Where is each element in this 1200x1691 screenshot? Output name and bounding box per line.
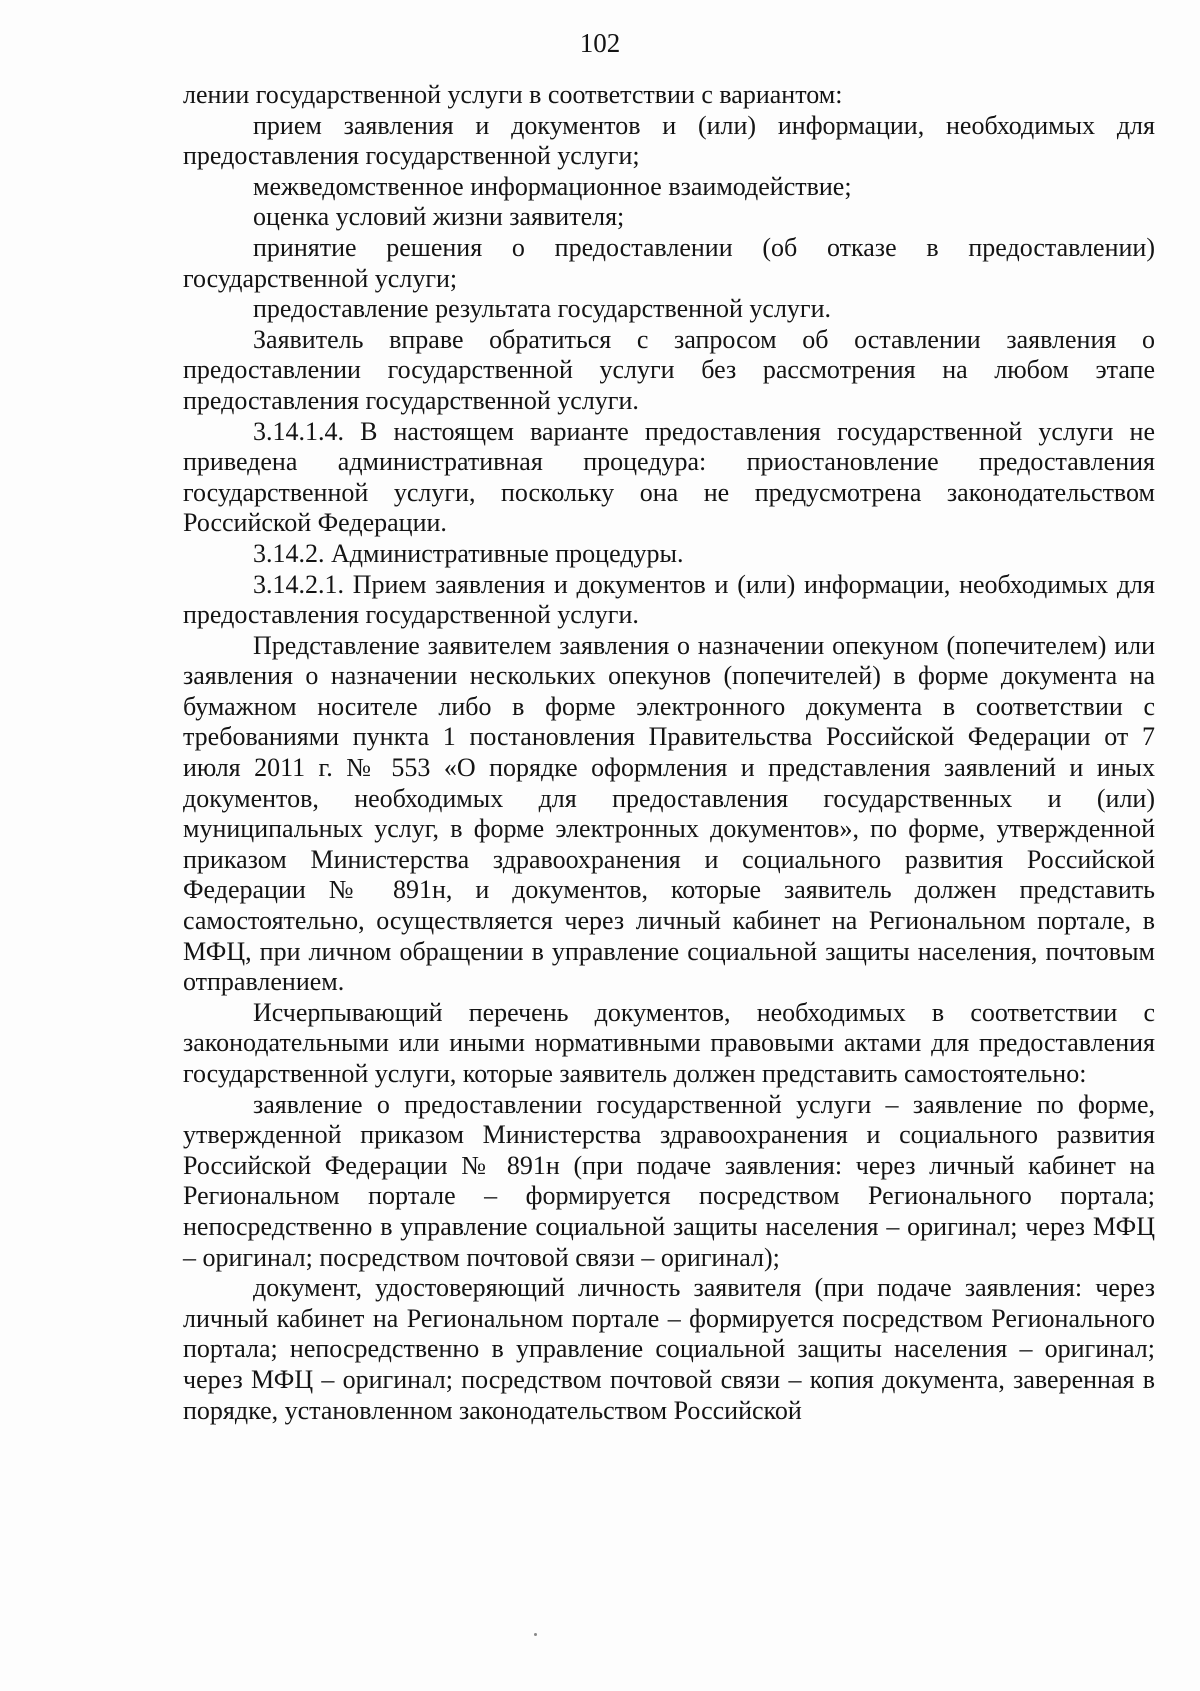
paragraph-application: заявление о предоставлении государственной услуги – заявление по форме, утвержденной приказом Министерства здравоохранения и социального развития Российской Федерации № 891н (при подаче заявления: через личный кабинет на Региональном портале – формируется посредством Регионального портала; непосредственно в управление социальной защиты населения – оригинал; через МФЦ – оригинал; посредством почтовой связи – оригинал); [183,1089,1155,1272]
paragraph-option-assessment: оценка условий жизни заявителя; [253,202,625,232]
paragraph-option-result: предоставление результата государственной услуги. [253,294,832,324]
paragraph-identity-document: документ, удостоверяющий личность заявителя (при подаче заявления: через личный кабинет на Региональном портале – формируется посредством Регионального портала; непосредственно в управление социальной защиты населения – оригинал; через МФЦ – оригинал; посредством почтовой связи – копия документа, заверенная в порядке, установленном законодательством Российской [183,1273,1155,1425]
paragraph-3-14-2-1: 3.14.2.1. Прием заявления и документов и (или) информации, необходимых для предоставления государственной услуги. [183,569,1155,630]
paragraph-option-receipt: прием заявления и документов и (или) информации, необходимых для предоставления государственной услуги; [183,110,1155,171]
paragraph-3-14-1-4: 3.14.1.4. В настоящем варианте предоставления государственной услуги не приведена административная процедура: приостановление предоставления государственной услуги, поскольку она не предусмотрена законодательством Российской Федерации. [183,416,1155,538]
page-number: 102 [579,28,621,58]
paragraph-option-decision: принятие решения о предоставлении (об отказе в предоставлении) государственной услуги; [183,232,1155,293]
paragraph-applicant-right: Заявитель вправе обратиться с запросом об оставлении заявления о предоставлении государственной услуги без рассмотрения на любом этапе предоставления государственной услуги. [183,324,1155,415]
paragraph-3-14-2: 3.14.2. Административные процедуры. [253,538,684,568]
paragraph-document-list: Исчерпывающий перечень документов, необходимых в соответствии с законодательными или иными нормативными правовыми актами для предоставления государственной услуги, которые заявитель должен представить самостоятельно: [183,997,1155,1088]
document-body [183,80,1155,1426]
paragraph-submission: Представление заявителем заявления о назначении опекуном (попечителем) или заявления о назначении нескольких опекунов (попечителей) в форме документа на бумажном носителе либо в форме электронного документа в соответствии с требованиями пункта 1 постановления Правительства Российской Федерации от 7 июля 2011 г. № 553 «О порядке оформления и представления заявлений и иных документов, необходимых для предоставления государственных и (или) муниципальных услуг, в форме электронных документов», по форме, утвержденной приказом Министерства здравоохранения и социального развития Российской Федерации № 891н, и документов, которые заявитель должен представить самостоятельно, осуществляется через личный кабинет на Региональном портале, в МФЦ, при личном обращении в управление социальной защиты населения, почтовым отправлением. [183,630,1155,997]
scan-speck [534,1633,537,1636]
paragraph-continuation: лении государственной услуги в соответствии с вариантом: [183,80,843,109]
paragraph-option-interaction: межведомственное информационное взаимодействие; [253,171,852,201]
